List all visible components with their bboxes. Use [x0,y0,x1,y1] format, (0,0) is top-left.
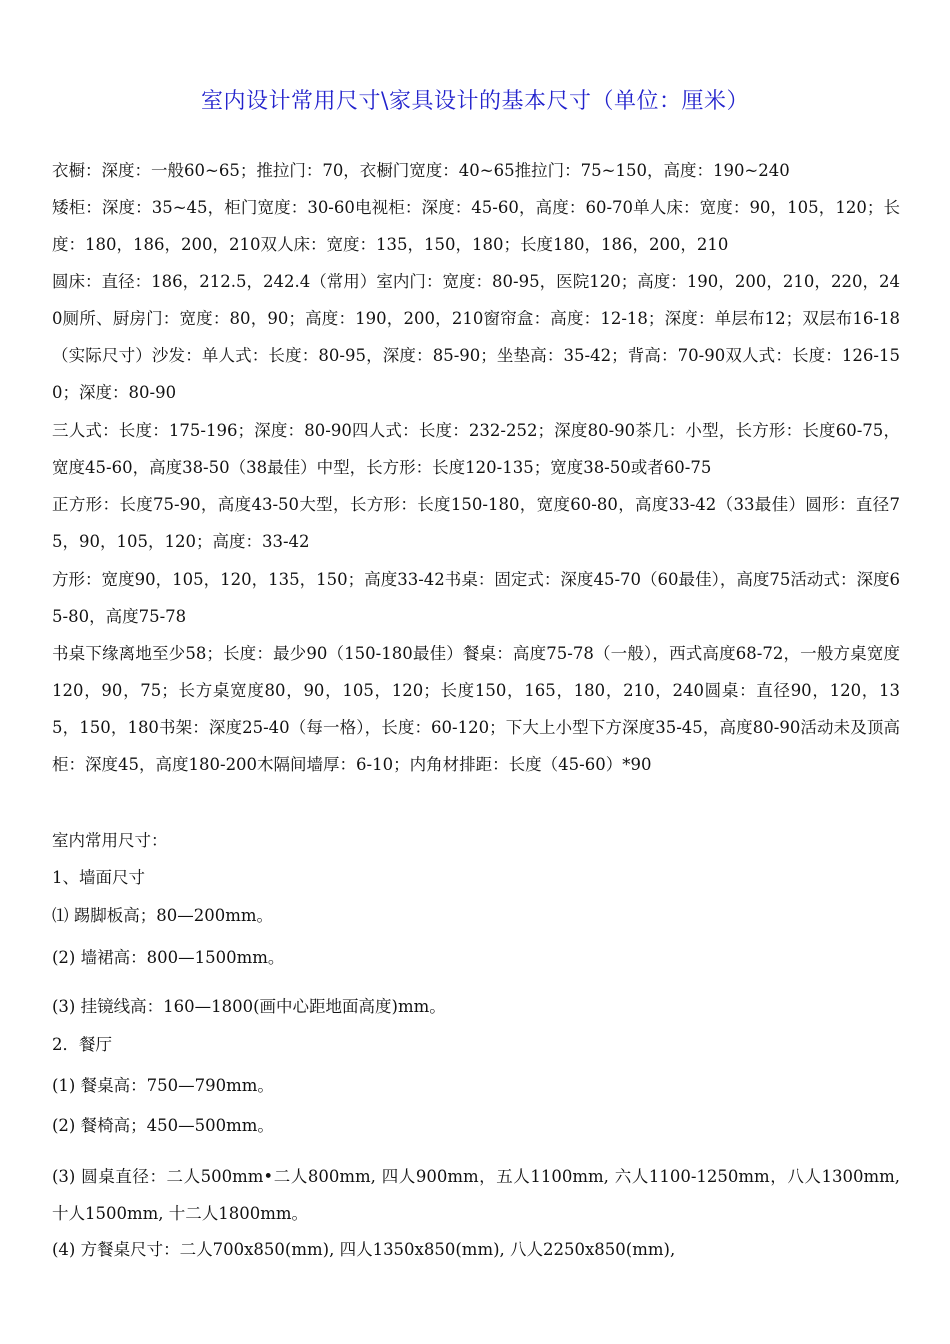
paragraph-dining-table-bookshelf: 书桌下缘离地至少58；长度：最少90（150-180最佳）餐桌：高度75-78（一般），西式高度68-72，一般方桌宽度120，90，75；长方桌宽度80，90，105，120；长度150，165，180，210，240圆桌：直径90，120，135，150，180书架：深度25-40（每一格），长度：60-120；下大上小型下方深度35-45，高度80-90活动未及顶高柜：深度45，高度180-200木隔间墙厚：6-10；内角材排距：长度（45-60）*90 [52,644,900,774]
wall-item-2: (2) 墙裙高：800—1500mm。 [52,948,285,967]
wall-item-1: ⑴ 踢脚板高；80—200mm。 [52,906,274,925]
paragraph-three-seat-sofa-tea-table: 三人式：长度：175-196；深度：80-90四人式：长度：232-252；深度80-90茶几：小型，长方形：长度60-75，宽度45-60，高度38-50（38最佳）中型，长方形：长度120-135；宽度38-50或者60-75 [52,421,900,477]
wall-section-heading: 1、墙面尺寸 [52,868,145,887]
paragraph-square-table: 正方形：长度75-90，高度43-50大型，长方形：长度150-180，宽度60-80，高度33-42（33最佳）圆形：直径75，90，105，120；高度：33-42 [52,495,900,551]
section-heading: 室内常用尺寸： [52,831,168,850]
paragraph-round-bed-doors-sofa: 圆床：直径：186，212.5，242.4（常用）室内门：宽度：80-95，医院120；高度：190，200，210，220，240厕所、厨房门：宽度：80，90；高度：190，200，210窗帘盒：高度：12-18；深度：单层布12；双层布16-18（实际尺寸）沙发：单人式：长度：80-95，深度：85-90；坐垫高：35-42；背高：70-90双人式：长度：126-150；深度：80-90 [52,272,900,402]
dining-item-1: (1) 餐桌高：750—790mm。 [52,1076,274,1095]
document-title: 室内设计常用尺寸\家具设计的基本尺寸（单位：厘米） [201,89,749,114]
dining-item-3: (3) 圆桌直径：二人500mm•二人800mm, 四人900mm，五人1100mm, 六人1100-1250mm，八人1300mm, 十人1500mm, 十二人1800mm。 [52,1167,900,1223]
dining-item-4: (4) 方餐桌尺寸：二人700x850(mm), 四人1350x850(mm), 八人2250x850(mm), [52,1240,676,1259]
paragraph-low-cabinet-beds: 矮柜：深度：35~45，柜门宽度：30-60电视柜：深度：45-60，高度：60-70单人床：宽度：90，105，120；长度：180，186，200，210双人床：宽度：135，150，180；长度180，186，200，210 [52,198,900,254]
wall-item-3: (3) 挂镜线高：160—1800(画中心距地面高度)mm。 [52,997,446,1016]
dining-section-heading: 2．餐厅 [52,1035,112,1054]
paragraph-desk: 方形：宽度90，105，120，135，150；高度33-42书桌：固定式：深度45-70（60最佳），高度75活动式：深度65-80，高度75-78 [52,570,900,626]
paragraph-wardrobe: 衣橱：深度：一般60~65；推拉门：70，衣橱门宽度：40~65推拉门：75~150，高度：190~240 [52,161,790,180]
dining-item-2: (2) 餐椅高；450—500mm。 [52,1116,274,1135]
